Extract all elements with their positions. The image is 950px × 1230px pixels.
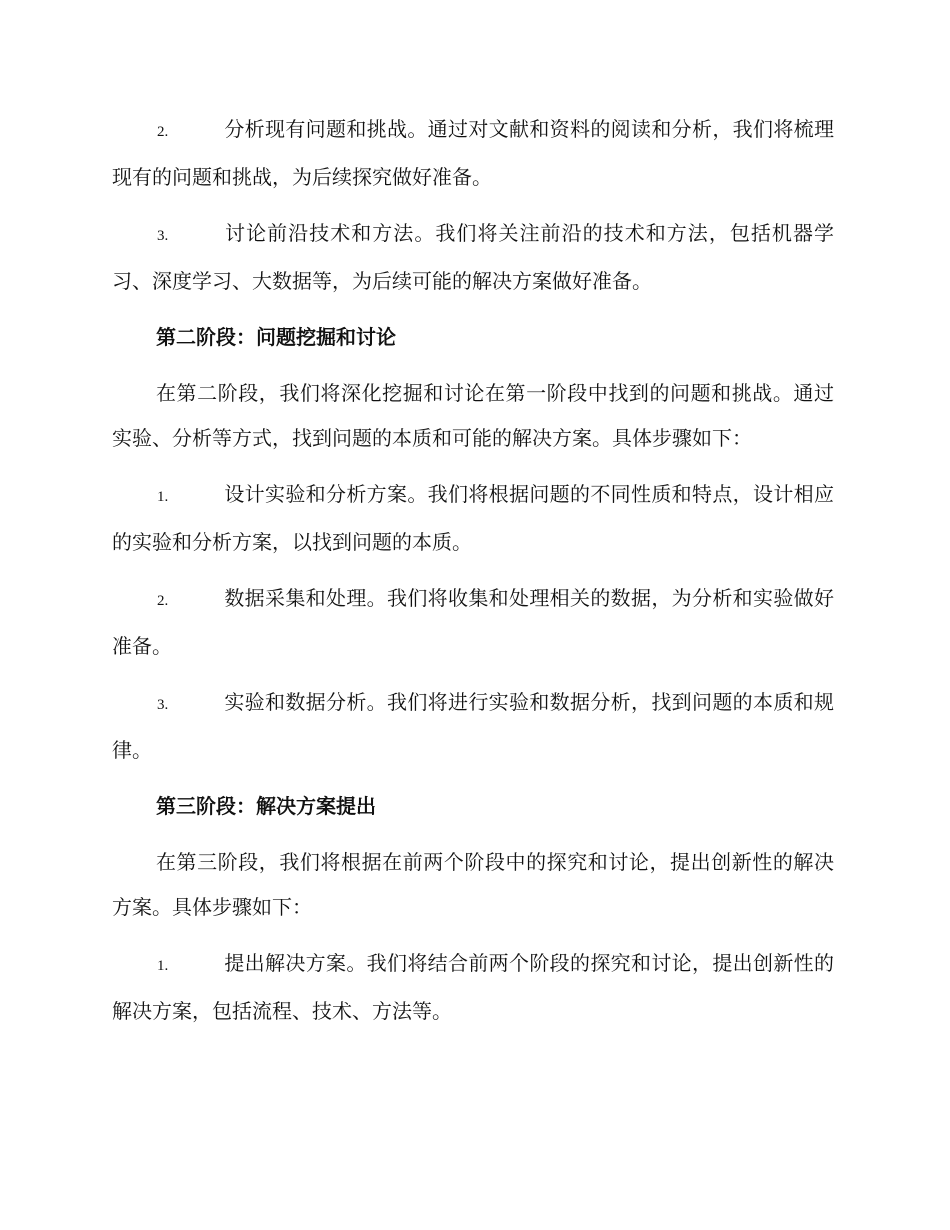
section-heading: 第二阶段：问题挖掘和讨论 — [156, 325, 396, 349]
list-number: 1. — [157, 489, 169, 505]
document-page — [112, 107, 834, 1045]
list-item-text: 分析现有问题和挑战。通过对文献和资料的阅读和分析，我们将梳理现有的问题和挑战，为后续探究做好准备。 — [112, 117, 834, 189]
paragraph: 在第三阶段，我们将根据在前两个阶段中的探究和讨论，提出创新性的解决方案。具体步骤如下： — [112, 850, 834, 919]
list-item — [112, 107, 834, 200]
list-item-text: 讨论前沿技术和方法。我们将关注前沿的技术和方法，包括机器学习、深度学习、大数据等，为后续可能的解决方案做好准备。 — [112, 221, 834, 293]
list-number: 1. — [157, 958, 169, 974]
paragraph: 在第二阶段，我们将深化挖掘和讨论在第一阶段中找到的问题和挑战。通过实验、分析等方式，找到问题的本质和可能的解决方案。具体步骤如下： — [112, 381, 834, 450]
list-number: 3. — [157, 228, 169, 244]
list-item-text: 设计实验和分析方案。我们将根据问题的不同性质和特点，设计相应的实验和分析方案，以找到问题的本质。 — [112, 482, 834, 554]
list-number: 3. — [157, 697, 169, 713]
list-number: 2. — [157, 593, 169, 609]
section-heading: 第三阶段：解决方案提出 — [156, 794, 376, 818]
list-item — [112, 680, 834, 773]
list-item — [112, 941, 834, 1034]
list-item-text: 数据采集和处理。我们将收集和处理相关的数据，为分析和实验做好准备。 — [112, 586, 834, 658]
list-item-text: 提出解决方案。我们将结合前两个阶段的探究和讨论，提出创新性的解决方案，包括流程、技术、方法等。 — [112, 951, 834, 1023]
list-item-text: 实验和数据分析。我们将进行实验和数据分析，找到问题的本质和规律。 — [112, 690, 834, 762]
list-item — [112, 211, 834, 304]
list-item — [112, 576, 834, 669]
list-item — [112, 472, 834, 565]
list-number: 2. — [157, 124, 169, 140]
